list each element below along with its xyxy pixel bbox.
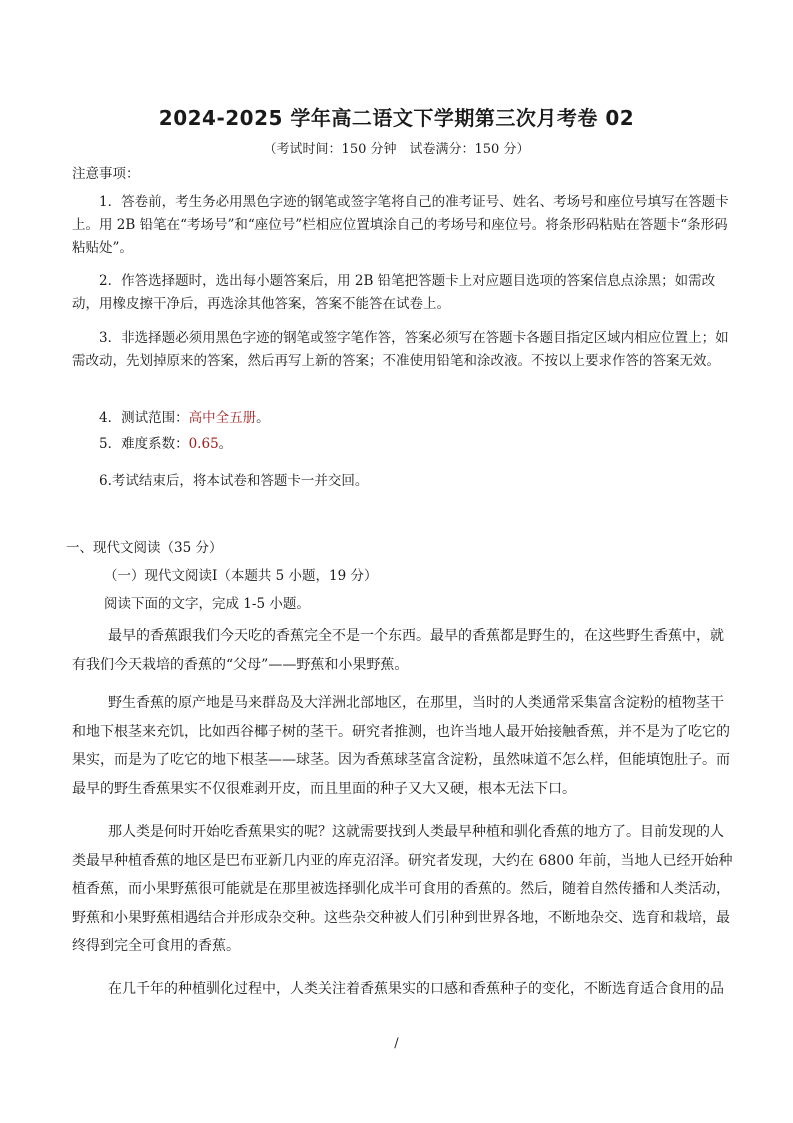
passage-paragraph: 野生香蕉的原产地是马来群岛及大洋洲北部地区，在那里，当时的人类通常采集富含淀粉的植物茎干和地下根茎来充饥，比如西谷椰子树的茎干。研究者推测，也许当地人最开始接触香蕉，并不是为了吃它的果实，而是为了吃它的地下根茎——球茎。因为香蕉球茎富含淀粉，虽然味道不怎么样，但能填饱肚子。而最早的野生香蕉果实不仅很难剥开皮，而且里面的种子又大又硬，根本无法下口。 [72,695,730,797]
notice-item-5 [72,433,732,456]
section-title: 一、现代文阅读（35 分） [66,540,223,556]
test-scope-value: 高中全五册 [188,410,257,426]
notice-item-6: 6.考试结束后，将本试卷和答题卡一并交回。 [99,473,369,489]
passage-paragraph: 最早的香蕉跟我们今天吃的香蕉完全不是一个东西。最早的香蕉都是野生的，在这些野生香蕉中，就有我们今天栽培的香蕉的“父母”——野蕉和小果野蕉。 [72,628,724,673]
notice-item-4-label: 4．测试范围： [99,410,189,426]
notice-item-4-end: 。 [256,410,270,426]
notice-item-5-end: 。 [218,436,233,452]
exam-title: 2024-2025 学年高二语文下学期第三次月考卷 02 [158,106,635,130]
section-subtitle: （一）现代文阅读Ⅰ（本题共 5 小题，19 分） [104,568,378,584]
notice-heading: 注意事项： [72,166,140,182]
exam-subtitle: （考试时间：150 分钟 试卷满分：150 分） [263,142,530,157]
passage-paragraph: 在几千年的种植驯化过程中，人类关注着香蕉果实的口感和香蕉种子的变化，不断选育适合食用的品 [108,981,724,997]
notice-item-3: 3．非选择题必须用黑色字迹的钢笔或签字笔作答，答案必须写在答题卡各题目指定区域内相应位置上；如需改动，先划掉原来的答案，然后再写上新的答案；不准使用铅笔和涂改液。不按以上要求作答的答案无效。 [72,330,729,369]
notice-item-1: 1．答卷前，考生务必用黑色字迹的钢笔或签字笔将自己的准考证号、姓名、考场号和座位号填写在答题卡上。用 2B 铅笔在“考场号”和“座位号”栏相应位置填涂自己的考场号和座位号。将条形码粘贴在答题卡“条形码粘贴处”。 [72,194,729,256]
passage-paragraph: 那人类是何时开始吃香蕉果实的呢？这就需要找到人类最早种植和驯化香蕉的地方了。目前发现的人类最早种植香蕉的地区是巴布亚新几内亚的库克沼泽。研究者发现，大约在 6800 年前，当地人已经开始种植香蕉，而小果野蕉很可能就是在那里被选择驯化成半可食用的香蕉的。然后，随着自然传播和人类活动，野蕉和小果野蕉相遇结合并形成杂交种。这些杂交种被人们引种到世界各地，不断地杂交、选育和栽培，最终得到完全可食用的香蕉。 [72,824,733,954]
notice-item-2: 2．作答选择题时，选出每小题答案后，用 2B 铅笔把答题卡上对应题目选项的答案信息点涂黑；如需改动，用橡皮擦干净后，再选涂其他答案，答案不能答在试卷上。 [72,273,716,312]
notice-item-5-label: 5．难度系数： [99,436,189,452]
reading-instruction: 阅读下面的文字，完成 1-5 小题。 [104,596,310,612]
difficulty-value: 0.65 [188,436,219,452]
notice-item-4 [72,407,732,430]
page-footer-mark: / [394,1036,399,1051]
